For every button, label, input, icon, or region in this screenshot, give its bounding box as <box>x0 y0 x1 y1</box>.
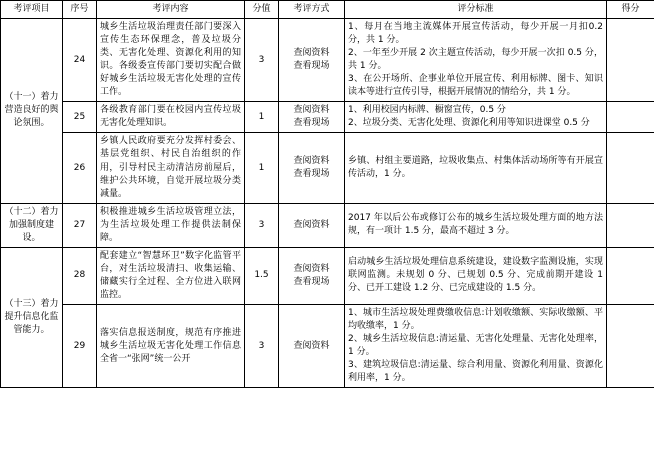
cell-no: 29 <box>63 304 97 387</box>
cell-no: 26 <box>63 133 97 203</box>
table-body <box>1 19 654 388</box>
cell-content: 积极推进城乡生活垃圾管理立法，为生活垃圾处理工作提供法制保障。 <box>97 203 245 247</box>
table-header-row <box>1 1 654 19</box>
header-standard: 评分标准 <box>345 1 607 19</box>
cell-score: 1 <box>245 102 279 133</box>
cell-item: （十一）着力营造良好的舆论氛围。 <box>1 19 63 204</box>
table-row <box>1 102 654 133</box>
cell-method: 查阅资料 查看现场 <box>279 247 345 304</box>
cell-no: 28 <box>63 247 97 304</box>
table-row <box>1 19 654 102</box>
header-got: 得分 <box>607 1 654 19</box>
header-content: 考评内容 <box>97 1 245 19</box>
cell-got <box>607 133 654 203</box>
cell-standard: 1、利用校园内标牌、橱窗宣传，0.5 分 2、垃圾分类、无害化处理、资源化利用等知识进课堂 0.5 分 <box>345 102 607 133</box>
cell-got <box>607 102 654 133</box>
cell-score: 1 <box>245 133 279 203</box>
cell-no: 24 <box>63 19 97 102</box>
cell-content: 乡镇人民政府要充分发挥村委会、基层党组织、村民自治组织的作用，引导村民主动清洁房前屋后，维护公共环境，自觉开展垃圾分类减量。 <box>97 133 245 203</box>
cell-score: 1.5 <box>245 247 279 304</box>
cell-content: 配套建立“智慧环卫”数字化监管平台，对生活垃圾清扫、收集运输、储藏实行全过程、全方位进入联网监控。 <box>97 247 245 304</box>
cell-score: 3 <box>245 19 279 102</box>
table-row <box>1 247 654 304</box>
table-row <box>1 133 654 203</box>
cell-item: （十二）着力加强制度建设。 <box>1 203 63 247</box>
cell-method: 查阅资料 查看现场 <box>279 102 345 133</box>
cell-standard: 乡镇、村组主要道路，垃圾收集点、村集体活动场所等有开展宣传活动，1 分。 <box>345 133 607 203</box>
cell-score: 3 <box>245 203 279 247</box>
cell-method: 查阅资料 <box>279 304 345 387</box>
cell-content: 落实信息报送制度，规范有序推进城乡生活垃圾无害化处理工作信息全省一“张网”统一公开 <box>97 304 245 387</box>
cell-score: 3 <box>245 304 279 387</box>
cell-got <box>607 247 654 304</box>
cell-content: 各级教育部门要在校园内宣传垃圾无害化处理知识。 <box>97 102 245 133</box>
cell-item: （十三）着力提升信息化监管能力。 <box>1 247 63 387</box>
cell-got <box>607 203 654 247</box>
cell-standard: 2017 年以后公布或修订公布的城乡生活垃圾处理方面的地方法规，有一项计 1.5 分，最高不超过 3 分。 <box>345 203 607 247</box>
table-row <box>1 304 654 387</box>
cell-no: 25 <box>63 102 97 133</box>
cell-standard: 启动城乡生活垃圾处理信息系统建设，建设数字监测设施，实现联网监测。未规划 0 分、已规划 0.5 分、完成前期开建设 1 分、已开工建设 1.2 分、已完成建设的 1.5 分。 <box>345 247 607 304</box>
table-row <box>1 203 654 247</box>
cell-got <box>607 19 654 102</box>
cell-method: 查阅资料 <box>279 203 345 247</box>
cell-standard: 1、每月在当地主流媒体开展宣传活动，每少开展一月扣0.2 分，共 1 分。 2、一年至少开展 2 次主题宣传活动，每少开展一次扣 0.5 分，共 1 分。 3、在公开场所、企事业单位开展宣传、利用标牌、图卡、知识读本等进行宣传引导，根据开展情况的情给分，共 1 分。 <box>345 19 607 102</box>
header-method: 考评方式 <box>279 1 345 19</box>
cell-got <box>607 304 654 387</box>
cell-method: 查阅资料 查看现场 <box>279 133 345 203</box>
cell-standard: 1、城市生活垃圾处理费缴收信息:计划收缴额、实际收缴额、平均收缴率，1 分。 2、城乡生活垃圾信息:清运量、无害化处理量、无害化处理率，1 分。 3、建筑垃圾信息:清运量、综合利用量、资源化利用量、资源化利用率，1 分。 <box>345 304 607 387</box>
cell-no: 27 <box>63 203 97 247</box>
header-no: 序号 <box>63 1 97 19</box>
table-header <box>1 1 654 19</box>
header-score: 分值 <box>245 1 279 19</box>
cell-content: 城乡生活垃圾治理责任部门要深入宣传生态环保理念，普及垃圾分类、无害化处理、资源化利用的知识。各级委宣传部门要切实配合做好城乡生活垃圾无害化处理的宣传工作。 <box>97 19 245 102</box>
header-item: 考评项目 <box>1 1 63 19</box>
cell-method: 查阅资料 查看现场 <box>279 19 345 102</box>
